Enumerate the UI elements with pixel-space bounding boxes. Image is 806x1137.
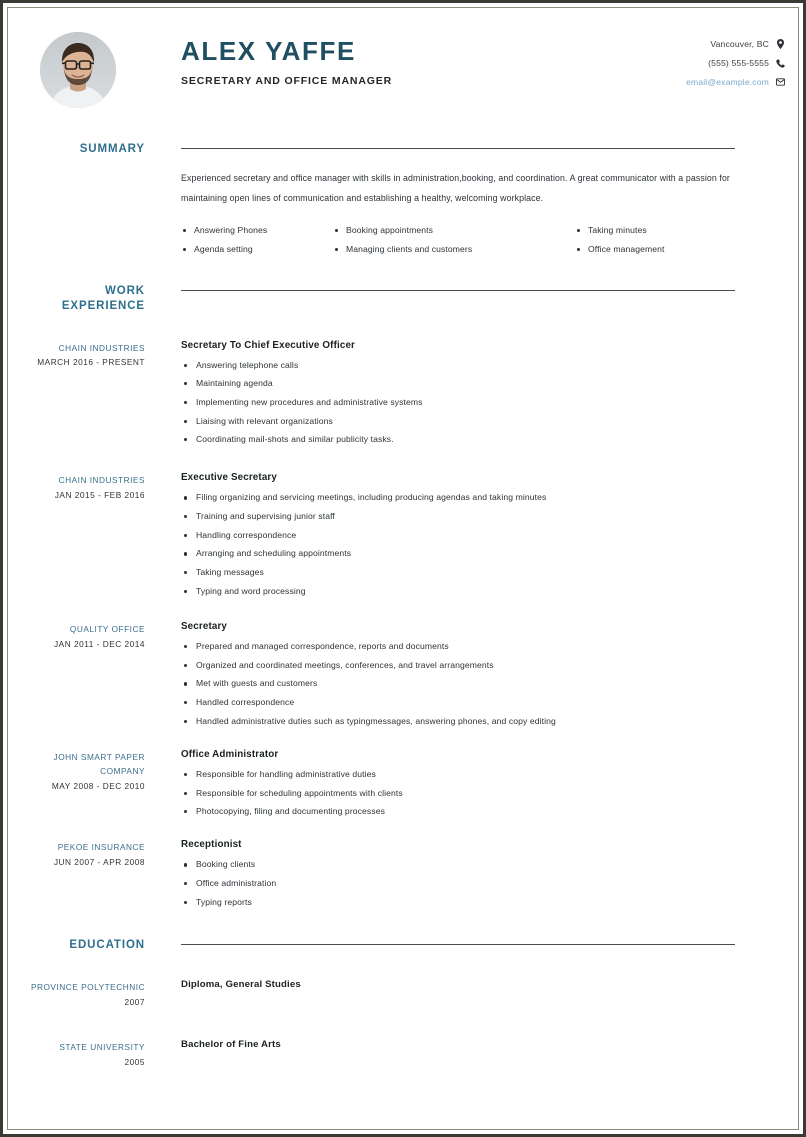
experience-dates: MARCH 2016 - PRESENT [37, 357, 145, 368]
experience-duty: Office administration [181, 878, 735, 889]
experience-title: Executive Secretary [181, 472, 277, 484]
experience-title: Receptionist [181, 839, 242, 851]
experience-title: Office Administrator [181, 748, 279, 760]
experience-duty: Typing reports [181, 897, 735, 908]
resume-header [10, 10, 796, 108]
experience-duty: Organized and coordinated meetings, conferences, and travel arrangements [181, 660, 735, 671]
education-body [181, 1039, 735, 1050]
education-divider [181, 944, 735, 945]
skills-column-3 [575, 225, 735, 254]
experience-body [181, 839, 735, 908]
skill-item: Managing clients and customers [333, 244, 575, 254]
education-degree: Bachelor of Fine Arts [181, 1039, 281, 1051]
education-school: STATE UNIVERSITY [59, 1042, 145, 1053]
contact-email[interactable] [686, 77, 785, 87]
experience-title: Secretary To Chief Executive Officer [181, 339, 356, 351]
work-experience-divider-wrap [181, 284, 735, 291]
summary-heading: SUMMARY [79, 143, 145, 155]
work-experience-heading-line1: WORK [104, 284, 145, 297]
experience-meta [10, 621, 145, 651]
experience-body [181, 472, 735, 597]
experience-body [181, 621, 735, 727]
experience-duty: Filing organizing and servicing meetings, including producing agendas and taking minutes [181, 492, 735, 503]
experience-duty: Coordinating mail-shots and similar publicity tasks. [181, 434, 735, 445]
candidate-job-title: SECRETARY AND OFFICE MANAGER [181, 75, 393, 88]
education-heading-rail [10, 938, 145, 954]
experience-entry [10, 621, 796, 727]
education-heading: EDUCATION [69, 938, 145, 951]
experience-org: PEKOE INSURANCE [57, 842, 145, 853]
profile-photo-icon [40, 32, 116, 108]
skill-item: Taking minutes [575, 225, 735, 235]
experience-title: Secretary [181, 620, 228, 632]
experience-org: JOHN SMART PAPER COMPANY [53, 751, 145, 777]
experience-meta [10, 749, 145, 794]
education-meta [10, 1039, 145, 1069]
skills-list [181, 225, 735, 254]
resume-sheet [10, 10, 796, 1127]
experience-duty: Answering telephone calls [181, 360, 735, 371]
education-year: 2007 [124, 996, 145, 1007]
education-school: PROVINCE POLYTECHNIC [30, 982, 145, 993]
experience-duty: Implementing new procedures and administrative systems [181, 397, 735, 408]
education-divider-wrap [181, 938, 735, 945]
contact-phone [686, 58, 785, 68]
contact-location [686, 39, 785, 49]
experience-org: CHAIN INDUSTRIES [58, 475, 145, 486]
education-entry [10, 1039, 796, 1069]
avatar [40, 32, 116, 108]
experience-duty: Photocopying, filing and documenting processes [181, 806, 735, 817]
experience-entry [10, 472, 796, 597]
experience-duty: Taking messages [181, 567, 735, 578]
experience-dates: MAY 2008 - DEC 2010 [51, 780, 145, 791]
experience-org: QUALITY OFFICE [69, 623, 145, 634]
work-experience-heading-line2: EXPERIENCE [61, 300, 145, 313]
work-experience-heading-rail [10, 284, 145, 315]
experience-dates: JUN 2007 - APR 2008 [53, 856, 145, 867]
work-experience-section-header [10, 284, 796, 315]
skill-item: Agenda setting [181, 244, 333, 254]
experience-dates: JAN 2015 - FEB 2016 [54, 489, 145, 500]
envelope-icon [776, 77, 785, 87]
education-degree: Diploma, General Studies [181, 979, 301, 991]
experience-meta [10, 839, 145, 869]
experience-duty: Handled correspondence [181, 697, 735, 708]
skills-column-2 [333, 225, 575, 254]
avatar-cell [10, 32, 145, 108]
work-experience-divider [181, 290, 735, 291]
education-entry [10, 979, 796, 1009]
education-year: 2005 [124, 1056, 145, 1067]
summary-section [10, 142, 796, 254]
experience-duty: Typing and word processing [181, 586, 735, 597]
experience-entry [10, 749, 796, 818]
contact-phone-text: (555) 555-5555 [708, 58, 769, 68]
experience-duty: Met with guests and customers [181, 678, 735, 689]
experience-duty: Handling correspondence [181, 530, 735, 541]
experience-entry [10, 340, 796, 446]
experience-entry [10, 839, 796, 908]
experience-duty: Handled administrative duties such as typingmessages, answering phones, and copy editing [181, 716, 735, 727]
contact-block [686, 32, 796, 87]
experience-duty: Prepared and managed correspondence, reports and documents [181, 641, 735, 652]
experience-body [181, 340, 735, 446]
skill-item: Office management [575, 244, 735, 254]
education-section-header [10, 938, 796, 954]
contact-location-text: Vancouver, BC [710, 39, 769, 49]
skill-item: Booking appointments [333, 225, 575, 235]
summary-content [181, 142, 735, 254]
name-block [145, 32, 686, 87]
experience-duty: Responsible for scheduling appointments with clients [181, 788, 735, 799]
skills-column-1 [181, 225, 333, 254]
experience-meta [10, 340, 145, 370]
education-meta [10, 979, 145, 1009]
skill-item: Answering Phones [181, 225, 333, 235]
experience-org: CHAIN INDUSTRIES [58, 342, 145, 353]
map-pin-icon [776, 39, 785, 49]
education-body [181, 979, 735, 990]
contact-email-text[interactable]: email@example.com [686, 77, 769, 87]
experience-duty: Booking clients [181, 859, 735, 870]
summary-heading-rail [10, 142, 145, 158]
experience-duty: Maintaining agenda [181, 378, 735, 389]
experience-duty: Responsible for handling administrative duties [181, 769, 735, 780]
experience-body [181, 749, 735, 818]
experience-dates: JAN 2011 - DEC 2014 [54, 638, 145, 649]
experience-duty: Liaising with relevant organizations [181, 416, 735, 427]
summary-paragraph: Experienced secretary and office manager with skills in administration,booking, and coordination. A great communicator with a passion for maintaining open lines of communication and establishing a healthy, welcoming workplace. [181, 173, 730, 203]
experience-duty: Arranging and scheduling appointments [181, 548, 735, 559]
phone-icon [776, 58, 785, 68]
experience-duty: Training and supervising junior staff [181, 511, 735, 522]
experience-meta [10, 472, 145, 502]
candidate-name: ALEX YAFFE [181, 36, 356, 66]
spacer [181, 149, 735, 169]
